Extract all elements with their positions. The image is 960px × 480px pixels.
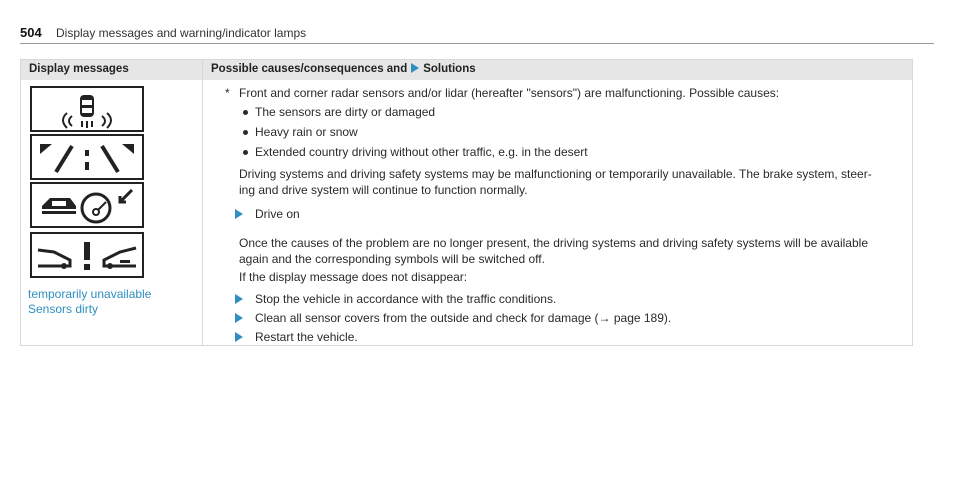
solution-arrow-icon xyxy=(411,63,419,73)
cause-item: Heavy rain or snow xyxy=(255,125,358,139)
col-header-solutions-text: Solutions xyxy=(423,63,476,75)
col-header-causes-solutions xyxy=(211,63,476,75)
recovery-paragraph-line1: Once the causes of the problem are no longer present, the driving systems and driving safety systems will be available xyxy=(239,236,868,250)
step-arrow-icon xyxy=(235,294,243,304)
status-sensors-dirty: Sensors dirty xyxy=(28,302,99,316)
bullet-icon xyxy=(243,150,248,155)
collision-warning-cars-icon xyxy=(30,232,144,278)
step-arrow-icon xyxy=(235,313,243,323)
col-header-display-messages: Display messages xyxy=(29,63,129,75)
page-section-title: Display messages and warning/indicator lamps xyxy=(56,26,307,40)
messages-table xyxy=(20,59,913,346)
step-stop-vehicle: Stop the vehicle in accordance with the traffic conditions. xyxy=(255,292,557,306)
if-message-persists-text: If the display message does not disappear: xyxy=(239,270,468,284)
status-temporarily-unavailable: temporarily unavailable xyxy=(28,287,152,301)
bullet-icon xyxy=(243,130,248,135)
consequence-paragraph-line2: ing and drive system will continue to function normally. xyxy=(239,183,528,197)
parking-sensor-car-icon xyxy=(30,86,144,132)
step-restart-vehicle: Restart the vehicle. xyxy=(255,330,358,344)
cause-item: Extended country driving without other traffic, e.g. in the desert xyxy=(255,145,588,159)
step-drive-on: Drive on xyxy=(255,207,300,221)
col-header-causes-text: Possible causes/consequences and xyxy=(211,63,408,75)
page-header xyxy=(20,24,934,44)
step-arrow-icon xyxy=(235,209,243,219)
lane-markings-icon xyxy=(30,134,144,180)
bullet-icon xyxy=(243,110,248,115)
table-header-row xyxy=(21,60,912,80)
intro-text: Front and corner radar sensors and/or lidar (hereafter "sensors") are malfunctioning. Possible causes: xyxy=(239,86,780,100)
page-number: 504 xyxy=(20,25,42,40)
step-arrow-icon xyxy=(235,332,243,342)
distance-assist-speedometer-icon xyxy=(30,182,144,228)
recovery-paragraph-line2: again and the corresponding symbols will be switched off. xyxy=(239,252,545,266)
consequence-paragraph-line1: Driving systems and driving safety systems may be malfunctioning or temporarily unavailable. The brake system, steer- xyxy=(239,167,872,181)
step-clean-sensors[interactable]: Clean all sensor covers from the outside and check for damage (→ page 189). xyxy=(255,311,672,325)
cause-item: The sensors are dirty or damaged xyxy=(255,105,436,119)
footnote-star: * xyxy=(225,86,230,100)
column-divider xyxy=(202,60,203,345)
